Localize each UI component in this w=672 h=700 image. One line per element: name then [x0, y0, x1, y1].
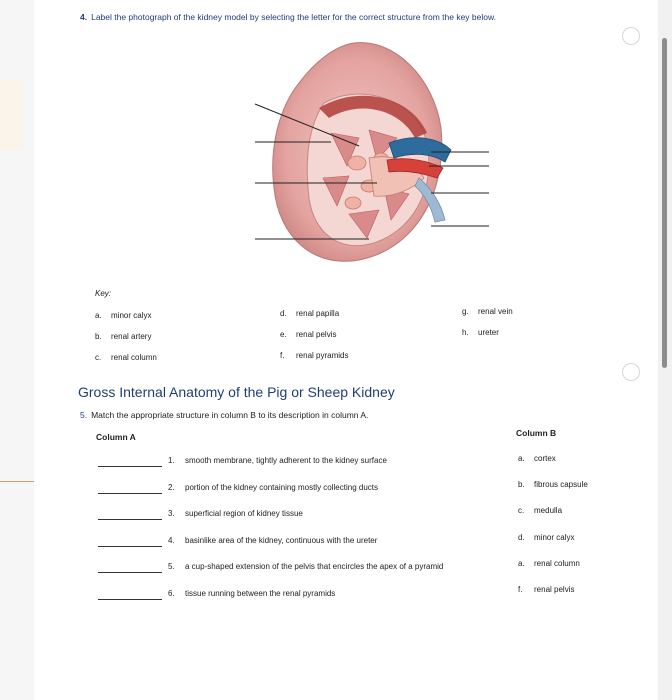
- key-item-letter: c.: [95, 353, 102, 362]
- column-b-item: [518, 533, 574, 542]
- section-title: Gross Internal Anatomy of the Pig or Sheep Kidney: [78, 384, 395, 400]
- column-b-item: [518, 480, 588, 489]
- column-b-letter: a.: [518, 559, 525, 568]
- margin-rule: [0, 481, 34, 482]
- key-item-letter: g.: [462, 307, 469, 316]
- question-4-text: Label the photograph of the kidney model by selecting the letter for the correct structure from the key below.: [91, 12, 497, 22]
- description-item: [168, 509, 303, 518]
- description-item: [168, 483, 378, 492]
- kidney-model-photo: [219, 38, 489, 270]
- column-b-item: [518, 454, 556, 463]
- key-item-label: minor calyx: [111, 311, 152, 320]
- key-item-letter: h.: [462, 328, 469, 337]
- description-item: [168, 456, 387, 465]
- answer-blank-5[interactable]: [98, 572, 162, 573]
- key-item-label: ureter: [478, 328, 499, 337]
- key-item-letter: d.: [280, 309, 287, 318]
- description-number: 6.: [168, 589, 175, 598]
- column-b-item: [518, 506, 562, 515]
- column-b-letter: c.: [518, 506, 525, 515]
- column-b-label: renal column: [534, 559, 580, 568]
- margin-mark: [0, 80, 24, 150]
- column-b-label: renal pelvis: [534, 585, 575, 594]
- key-item: [462, 328, 499, 337]
- description-number: 3.: [168, 509, 175, 518]
- column-b-letter: d.: [518, 533, 525, 542]
- description-item: [168, 536, 377, 545]
- key-item-letter: f.: [280, 351, 285, 360]
- key-item: [280, 330, 336, 339]
- key-item: [95, 311, 151, 320]
- key-item-label: renal pelvis: [296, 330, 337, 339]
- scrollbar-thumb[interactable]: [662, 38, 667, 368]
- key-item-letter: e.: [280, 330, 287, 339]
- column-a-title: Column A: [96, 432, 136, 442]
- select-circle-middle[interactable]: [622, 363, 640, 381]
- key-item: [95, 332, 151, 341]
- answer-blank-4[interactable]: [98, 546, 162, 547]
- description-text: tissue running between the renal pyramids: [185, 589, 336, 598]
- key-item-letter: b.: [95, 332, 102, 341]
- key-item-label: renal papilla: [296, 309, 340, 318]
- left-margin: [0, 0, 34, 700]
- column-b-letter: a.: [518, 454, 525, 463]
- column-b-label: cortex: [534, 454, 556, 463]
- question-5: [80, 410, 368, 420]
- key-item-label: renal vein: [478, 307, 513, 316]
- answer-blank-2[interactable]: [98, 493, 162, 494]
- description-number: 1.: [168, 456, 175, 465]
- column-b-label: medulla: [534, 506, 563, 515]
- key-item: [462, 307, 513, 316]
- key-item: [280, 309, 339, 318]
- column-b-label: minor calyx: [534, 533, 575, 542]
- description-text: smooth membrane, tightly adherent to the kidney surface: [185, 456, 387, 465]
- scrollbar[interactable]: [658, 0, 672, 700]
- description-text: superficial region of kidney tissue: [185, 509, 303, 518]
- worksheet-page: [34, 0, 658, 700]
- description-number: 4.: [168, 536, 175, 545]
- description-item: [168, 562, 443, 571]
- description-text: a cup-shaped extension of the pelvis that encircles the apex of a pyramid: [185, 562, 444, 571]
- question-5-text: Match the appropriate structure in column B to its description in column A.: [91, 410, 369, 420]
- column-b-item: [518, 559, 580, 568]
- column-b-letter: b.: [518, 480, 525, 489]
- description-item: [168, 589, 335, 598]
- key-title: Key:: [95, 289, 112, 298]
- column-b-title: Column B: [516, 428, 557, 438]
- column-b-item: [518, 585, 574, 594]
- key-item-letter: a.: [95, 311, 102, 320]
- answer-blank-6[interactable]: [98, 599, 162, 600]
- answer-blank-1[interactable]: [98, 466, 162, 467]
- description-text: basinlike area of the kidney, continuous with the ureter: [185, 536, 378, 545]
- select-circle-top[interactable]: [622, 27, 640, 45]
- column-b-letter: f.: [518, 585, 523, 594]
- key-item-label: renal artery: [111, 332, 152, 341]
- key-item: [280, 351, 348, 360]
- key-item: [95, 353, 157, 362]
- question-4: [80, 12, 496, 22]
- key-item-label: renal column: [111, 353, 157, 362]
- description-number: 5.: [168, 562, 175, 571]
- question-5-number: 5.: [80, 410, 88, 420]
- description-text: portion of the kidney containing mostly collecting ducts: [185, 483, 378, 492]
- key-item-label: renal pyramids: [296, 351, 349, 360]
- column-b-label: fibrous capsule: [534, 480, 588, 489]
- description-number: 2.: [168, 483, 175, 492]
- question-4-number: 4.: [80, 12, 88, 22]
- answer-blank-3[interactable]: [98, 519, 162, 520]
